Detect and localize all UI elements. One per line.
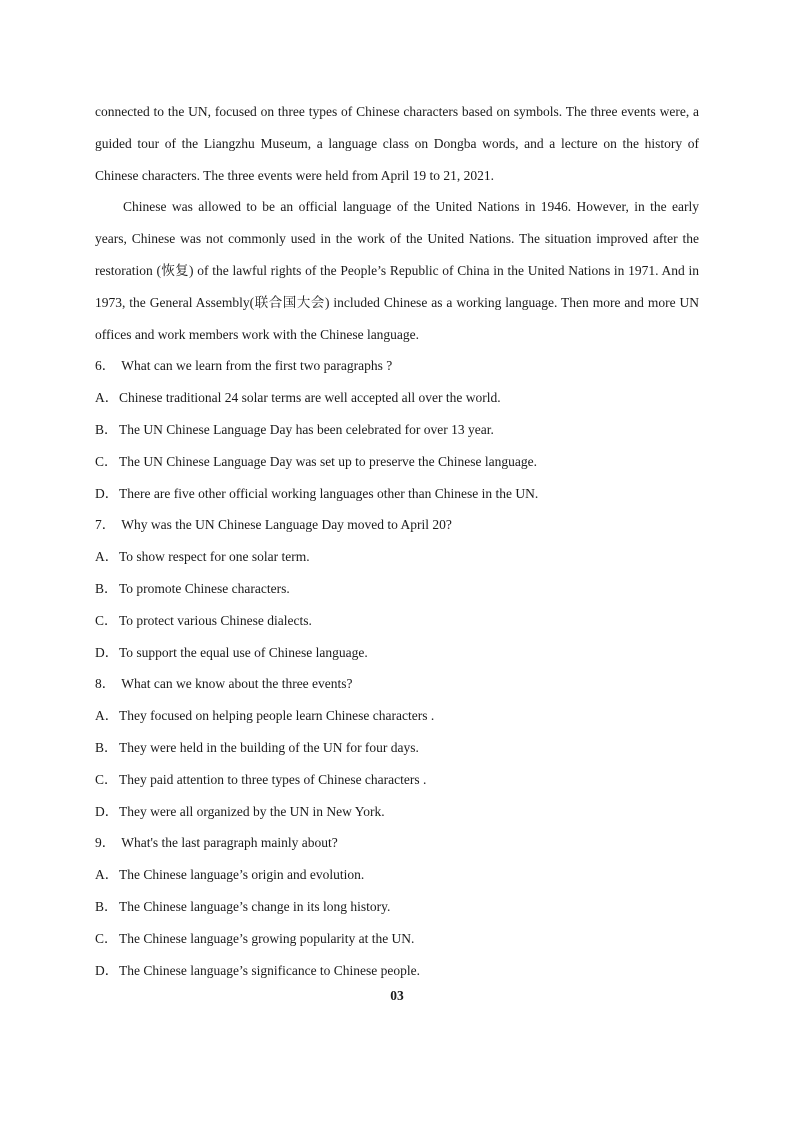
answer-option-c[interactable] xyxy=(95,446,699,478)
answer-option-b[interactable] xyxy=(95,573,699,605)
option-text: To support the equal use of Chinese language. xyxy=(119,644,368,660)
option-text: The UN Chinese Language Day was set up to preserve the Chinese language. xyxy=(119,453,537,469)
question-9 xyxy=(95,827,699,986)
option-text: The Chinese language’s change in its long history. xyxy=(119,898,391,914)
option-letter: C． xyxy=(95,612,118,628)
answer-option-a[interactable] xyxy=(95,382,699,414)
option-text: To protect various Chinese dialects. xyxy=(119,612,312,628)
question-7 xyxy=(95,509,699,668)
answer-option-d[interactable] xyxy=(95,637,699,669)
question-text: What's the last paragraph mainly about? xyxy=(121,835,338,851)
answer-option-b[interactable] xyxy=(95,891,699,923)
question-number: 6． xyxy=(95,358,116,374)
answer-option-c[interactable] xyxy=(95,923,699,955)
answer-option-c[interactable] xyxy=(95,605,699,637)
answer-option-d[interactable] xyxy=(95,796,699,828)
option-text: They were held in the building of the UN for four days. xyxy=(119,739,419,755)
question-stem xyxy=(95,509,699,541)
option-letter: D． xyxy=(95,803,119,819)
option-text: To show respect for one solar term. xyxy=(119,549,310,565)
question-stem xyxy=(95,668,699,700)
question-stem xyxy=(95,827,699,859)
question-text: What can we learn from the first two paragraphs ? xyxy=(121,358,393,374)
option-letter: C． xyxy=(95,930,118,946)
page-number: 03 xyxy=(390,988,404,1003)
answer-option-d[interactable] xyxy=(95,478,699,510)
question-number: 7． xyxy=(95,517,116,533)
question-text: Why was the UN Chinese Language Day moved to April 20? xyxy=(121,517,452,533)
question-text: What can we know about the three events? xyxy=(121,676,353,692)
answer-option-c[interactable] xyxy=(95,764,699,796)
option-letter: B． xyxy=(95,739,118,755)
question-number: 9． xyxy=(95,835,116,851)
answer-option-a[interactable] xyxy=(95,700,699,732)
answer-option-b[interactable] xyxy=(95,414,699,446)
option-letter: A． xyxy=(95,867,119,883)
option-text: They paid attention to three types of Chinese characters . xyxy=(119,771,427,787)
answer-option-a[interactable] xyxy=(95,541,699,573)
option-letter: D． xyxy=(95,485,119,501)
answer-option-d[interactable] xyxy=(95,955,699,987)
answer-option-a[interactable] xyxy=(95,859,699,891)
passage-paragraph-continued: connected to the UN, focused on three types of Chinese characters based on symbols. The three events were, a guided tour of the Liangzhu Museum, a language class on Dongba words, and a lecture on the history of Chinese characters. The three events were held from April 19 to 21, 2021. xyxy=(95,104,699,183)
option-letter: D． xyxy=(95,962,119,978)
option-letter: A． xyxy=(95,549,119,565)
passage-paragraph-last: Chinese was allowed to be an official language of the United Nations in 1946. However, in the early years, Chinese was not commonly used in the work of the United Nations. The situation improved after the restoration (恢复) of the lawful rights of the People’s Republic of China in the United Nations in 1971. And in 1973, the General Assembly(联合国大会) included Chinese as a working language. Then more and more UN offices and work members work with the Chinese language. xyxy=(95,199,699,342)
question-8 xyxy=(95,668,699,827)
option-text: To promote Chinese characters. xyxy=(119,580,290,596)
answer-option-b[interactable] xyxy=(95,732,699,764)
question-stem xyxy=(95,350,699,382)
option-letter: D． xyxy=(95,644,119,660)
option-text: There are five other official working languages other than Chinese in the UN. xyxy=(119,485,539,501)
option-text: The Chinese language’s growing popularity at the UN. xyxy=(119,930,415,946)
question-number: 8． xyxy=(95,676,116,692)
option-text: The Chinese language’s significance to Chinese people. xyxy=(119,962,421,978)
option-letter: B． xyxy=(95,580,118,596)
option-letter: C． xyxy=(95,771,118,787)
option-letter: C． xyxy=(95,453,118,469)
option-letter: A． xyxy=(95,708,119,724)
option-text: They focused on helping people learn Chinese characters . xyxy=(119,708,435,724)
option-text: Chinese traditional 24 solar terms are well accepted all over the world. xyxy=(119,390,501,406)
option-text: The UN Chinese Language Day has been celebrated for over 13 year. xyxy=(119,421,494,437)
option-letter: B． xyxy=(95,898,118,914)
option-letter: B． xyxy=(95,421,118,437)
option-text: The Chinese language’s origin and evolution. xyxy=(119,867,365,883)
document-page xyxy=(95,96,699,986)
question-6 xyxy=(95,350,699,509)
option-letter: A． xyxy=(95,390,119,406)
option-text: They were all organized by the UN in New York. xyxy=(119,803,385,819)
